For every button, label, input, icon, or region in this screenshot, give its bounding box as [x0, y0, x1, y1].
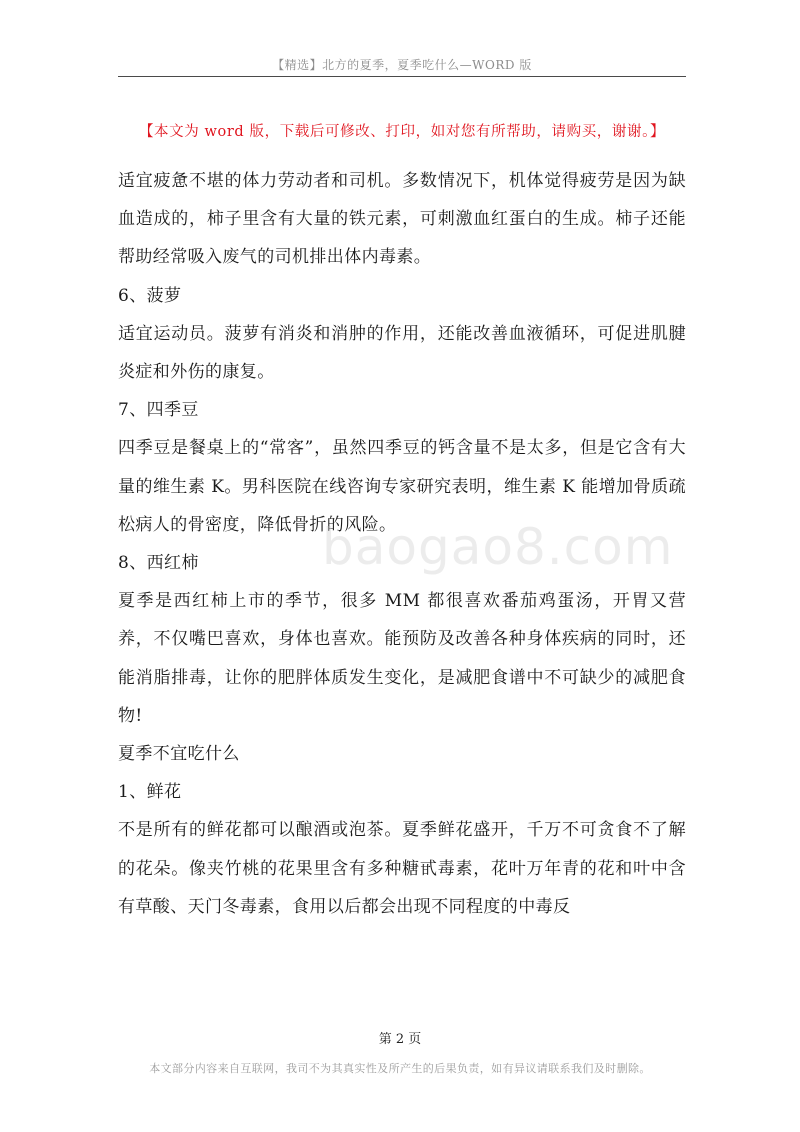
- paragraph-persimmon-text: 适宜疲惫不堪的体力劳动者和司机。多数情况下，机体觉得疲劳是因为缺血造成的，柿子里含有大量的铁元素，可刺激血红蛋白的生成。柿子还能帮助经常吸入废气的司机排出体内毒素。: [118, 171, 686, 268]
- download-notice: 【本文为 word 版，下载后可修改、打印，如对您有所帮助，请购买，谢谢。】: [138, 124, 666, 140]
- paragraph-flowers-text: 不是所有的鲜花都可以酿酒或泡茶。夏季鲜花盛开，千万不可贪食不了解的花朵。像夹竹桃的花果里含有多种糖甙毒素，花叶万年青的花和叶中含有草酸、天门冬毒素，食用以后都会出现不同程度的中毒反: [118, 820, 686, 917]
- section-heading-avoid: 夏季不宜吃什么: [118, 744, 240, 765]
- heading-tomato: 8、西红柿: [118, 553, 199, 574]
- heading-flowers: 1、鲜花: [118, 782, 182, 803]
- heading-green-beans: 7、四季豆: [118, 400, 199, 421]
- page-header-title: 【精选】北方的夏季，夏季吃什么—WORD 版: [272, 58, 532, 72]
- header-divider: [118, 76, 686, 77]
- paragraph-tomato-text: 夏季是西红柿上市的季节，很多 MM 都很喜欢番茄鸡蛋汤，开胃又营养，不仅嘴巴喜欢，身体也喜欢。能预防及改善各种身体疾病的同时，还能消脂排毒，让你的肥胖体质发生变化，是减肥食谱中不可缺少的减肥食物!: [118, 591, 686, 726]
- paragraph-pineapple-text: 适宜运动员。菠萝有消炎和消肿的作用，还能改善血液循环，可促进肌腱炎症和外伤的康复。: [118, 323, 686, 383]
- document-body: [118, 162, 686, 926]
- site-watermark: baogao8.com: [322, 518, 674, 576]
- heading-pineapple: 6、菠萝: [118, 285, 182, 306]
- page-number: 第 2 页: [378, 1032, 422, 1047]
- paragraph-green-beans-text: 四季豆是餐桌上的“常客”，虽然四季豆的钙含量不是太多，但是它含有大量的维生素 K。男科医院在线咨询专家研究表明，维生素 K 能增加骨质疏松病人的骨密度，降低骨折的风险。: [118, 438, 686, 535]
- footer-disclaimer: 本文部分内容来自互联网，我司不为其真实性及所产生的后果负责，如有异议请联系我们及时删除。: [149, 1062, 651, 1075]
